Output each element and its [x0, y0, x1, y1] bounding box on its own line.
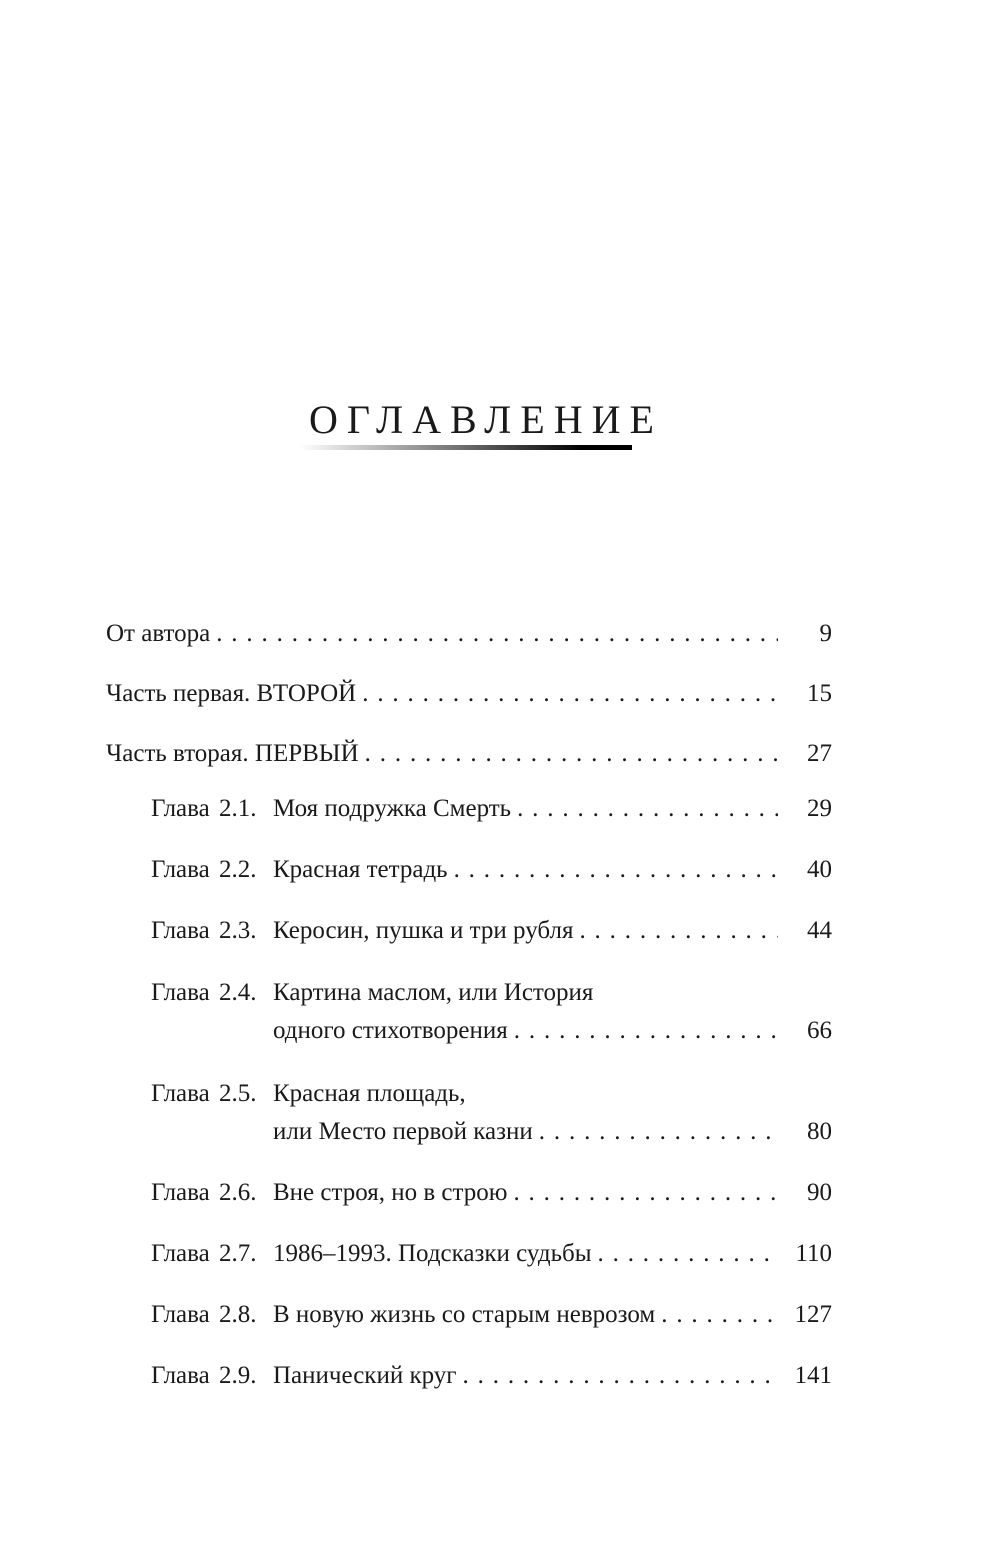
- chapter-title: Красная тетрадь: [273, 856, 448, 883]
- chapter-title-first-line: Картина маслом, или История: [273, 979, 594, 1006]
- chapter-title: В новую жизнь со старым неврозом: [273, 1301, 656, 1328]
- chapter-title: или Место первой казни: [273, 1118, 533, 1145]
- toc-entry-chapter-2-8[interactable]: [151, 1298, 832, 1332]
- chapter-number: Глава 2.2.: [151, 856, 257, 883]
- toc-page-number: 27: [807, 740, 832, 767]
- chapter-title: Панический круг: [273, 1362, 457, 1389]
- toc-page-number: 29: [807, 795, 832, 822]
- toc-entry-label: Часть вторая. ПЕРВЫЙ: [106, 740, 359, 767]
- toc-entry-label: От автора: [106, 620, 211, 647]
- chapter-number: Глава 2.5.: [151, 1080, 257, 1107]
- toc-entry-from-author[interactable]: [106, 617, 832, 651]
- dot-leader: [539, 1115, 778, 1149]
- toc-entry-chapter-2-5[interactable]: [273, 1115, 832, 1149]
- dot-leader: [598, 1237, 779, 1271]
- toc-entry-chapter-2-4[interactable]: [273, 1014, 832, 1048]
- dot-leader: [514, 1014, 778, 1048]
- chapter-number: Глава 2.3.: [151, 917, 257, 944]
- dot-leader: [365, 737, 778, 771]
- chapter-number: Глава 2.9.: [151, 1362, 257, 1389]
- chapter-title: Керосин, пушка и три рубля: [273, 917, 574, 944]
- dot-leader: [517, 792, 778, 826]
- toc-entry-part-two[interactable]: [106, 737, 832, 771]
- dot-leader: [463, 1359, 778, 1393]
- chapter-title: Моя подружка Смерть: [273, 795, 512, 822]
- toc-entry-label: Часть первая. ВТОРОЙ: [106, 680, 357, 707]
- chapter-number: Глава 2.6.: [151, 1179, 257, 1206]
- toc-entry-chapter-2-1[interactable]: [151, 792, 832, 826]
- toc-page-number: 66: [807, 1017, 832, 1044]
- chapter-number: Глава 2.8.: [151, 1301, 257, 1328]
- chapter-number: Глава 2.7.: [151, 1240, 257, 1267]
- toc-page-number: 9: [819, 620, 832, 647]
- toc-entry-chapter-2-6[interactable]: [151, 1176, 832, 1210]
- toc-page-number: 110: [795, 1240, 832, 1267]
- dot-leader: [661, 1298, 778, 1332]
- toc-page-number: 44: [807, 917, 832, 944]
- chapter-title-first-line: Красная площадь,: [273, 1080, 466, 1107]
- dot-leader: [362, 677, 778, 711]
- dot-leader: [579, 914, 778, 948]
- dot-leader: [513, 1176, 778, 1210]
- toc-entry-chapter-2-4-first-line[interactable]: [151, 976, 593, 1010]
- toc-entry-chapter-2-5-first-line[interactable]: [151, 1077, 466, 1111]
- chapter-title: Вне строя, но в строю: [273, 1179, 508, 1206]
- toc-page-number: 141: [794, 1362, 832, 1389]
- toc-page-number: 90: [807, 1179, 832, 1206]
- toc-entry-part-one[interactable]: [106, 677, 832, 711]
- toc-page-number: 127: [794, 1301, 832, 1328]
- toc-entry-chapter-2-2[interactable]: [151, 853, 832, 887]
- dot-leader: [454, 853, 778, 887]
- toc-entry-chapter-2-7[interactable]: [151, 1237, 832, 1271]
- chapter-title: 1986–1993. Подсказки судьбы: [273, 1240, 592, 1267]
- toc-page-number: 40: [807, 856, 832, 883]
- toc-page-number: 15: [807, 680, 832, 707]
- toc-page-number: 80: [807, 1118, 832, 1145]
- chapter-number: Глава 2.4.: [151, 979, 257, 1006]
- toc-entry-chapter-2-3[interactable]: [151, 914, 832, 948]
- chapter-title: одного стихотворения: [273, 1017, 508, 1044]
- dot-leader: [216, 617, 778, 651]
- page-title: ОГЛАВЛЕНИЕ: [309, 397, 663, 442]
- toc-entry-chapter-2-9[interactable]: [151, 1359, 832, 1393]
- chapter-number: Глава 2.1.: [151, 795, 257, 822]
